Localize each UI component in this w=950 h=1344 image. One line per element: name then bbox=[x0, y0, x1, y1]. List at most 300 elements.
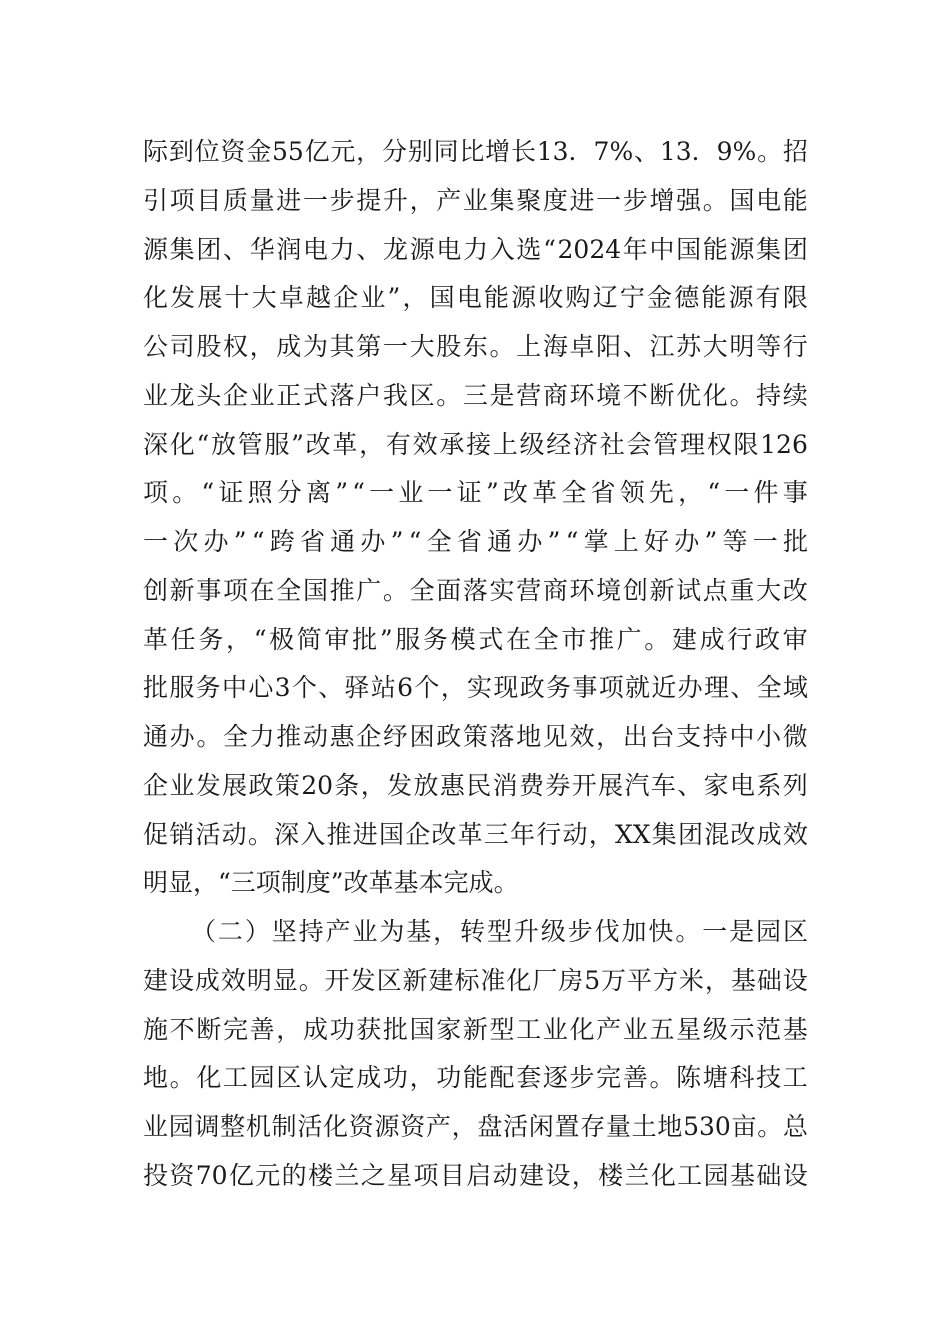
glyph: ， bbox=[571, 1160, 597, 1190]
glyph: 位 bbox=[194, 137, 220, 166]
glyph: 落 bbox=[462, 575, 488, 605]
glyph: ， bbox=[360, 770, 386, 800]
glyph: ， bbox=[226, 624, 252, 654]
glyph: 。 bbox=[649, 1063, 675, 1093]
glyph: 投 bbox=[143, 1160, 169, 1190]
glyph: 全 bbox=[276, 575, 302, 605]
glyph: 产 bbox=[436, 185, 462, 215]
glyph: 团 bbox=[677, 819, 703, 849]
glyph: 改 bbox=[782, 575, 808, 605]
glyph: 步 bbox=[622, 185, 648, 215]
glyph: 项 bbox=[598, 673, 624, 703]
glyph: 德 bbox=[674, 283, 700, 313]
glyph: ， bbox=[249, 332, 275, 361]
glyph: 入 bbox=[300, 819, 326, 849]
glyph: 广 bbox=[356, 575, 382, 605]
glyph: 。 bbox=[298, 965, 324, 995]
glyph: 到 bbox=[168, 137, 194, 166]
glyph: 惠 bbox=[439, 770, 465, 800]
paragraph-1-line-16: 明显，“三项制度”改革基本完成。 bbox=[143, 868, 519, 898]
glyph: 型 bbox=[489, 1014, 515, 1044]
glyph: 站 bbox=[370, 673, 396, 703]
glyph: 区 bbox=[782, 917, 808, 946]
glyph: 资 bbox=[169, 1160, 195, 1190]
glyph: 领 bbox=[619, 478, 645, 508]
glyph: 升 bbox=[382, 185, 408, 215]
glyph: 龙 bbox=[383, 234, 409, 264]
glyph: 办 bbox=[169, 722, 195, 751]
glyph: 小 bbox=[756, 722, 782, 751]
glyph: 推 bbox=[329, 575, 355, 605]
glyph: ， bbox=[704, 965, 730, 995]
glyph: 量 bbox=[249, 185, 275, 215]
glyph: 化 bbox=[323, 1112, 349, 1141]
glyph: 卓 bbox=[278, 283, 304, 313]
glyph: 源 bbox=[143, 234, 169, 264]
glyph: 项 bbox=[169, 185, 195, 215]
glyph: 不 bbox=[622, 380, 648, 410]
glyph: 整 bbox=[220, 1112, 246, 1141]
glyph: 东 bbox=[462, 332, 488, 361]
glyph: 目 bbox=[196, 185, 222, 215]
glyph: 发 bbox=[195, 770, 221, 800]
glyph: 社 bbox=[599, 429, 625, 459]
glyph: 础 bbox=[756, 965, 782, 995]
glyph: （ bbox=[191, 917, 217, 946]
glyph: 广 bbox=[616, 624, 642, 654]
glyph: 服 bbox=[169, 673, 195, 703]
glyph: 务 bbox=[195, 673, 221, 703]
glyph: 。 bbox=[675, 917, 701, 946]
glyph: 业 bbox=[249, 380, 275, 410]
glyph: 善 bbox=[622, 1063, 648, 1093]
glyph: 聚 bbox=[516, 185, 542, 215]
glyph: 选 bbox=[516, 234, 542, 264]
glyph: 厂 bbox=[532, 965, 558, 995]
paragraph-1-line-6 bbox=[143, 372, 808, 421]
glyph: 创 bbox=[143, 575, 169, 605]
glyph: 民 bbox=[466, 770, 492, 800]
glyph: 一 bbox=[596, 185, 622, 215]
glyph: 功 bbox=[436, 1063, 462, 1093]
paragraph-1-line-2 bbox=[143, 177, 808, 226]
glyph: ， bbox=[359, 429, 385, 459]
glyph: 加 bbox=[621, 917, 647, 946]
glyph: 基 bbox=[730, 1160, 756, 1190]
glyph: 办 bbox=[674, 527, 700, 556]
glyph: 业 bbox=[143, 1112, 169, 1141]
glyph: 在 bbox=[249, 575, 275, 605]
glyph: 掌 bbox=[583, 527, 609, 556]
glyph: 工 bbox=[782, 1063, 808, 1093]
glyph: 设 bbox=[782, 1160, 808, 1190]
glyph: 一 bbox=[427, 478, 453, 508]
glyph: 条 bbox=[334, 770, 360, 800]
glyph: 断 bbox=[196, 1014, 222, 1044]
glyph: 70 bbox=[195, 1160, 228, 1190]
glyph: 境 bbox=[596, 380, 622, 410]
glyph: 任 bbox=[170, 624, 196, 654]
glyph: 改 bbox=[431, 819, 457, 849]
glyph: 现 bbox=[493, 673, 519, 703]
glyph: 营 bbox=[516, 380, 542, 410]
glyph: 通 bbox=[330, 527, 356, 556]
glyph: 优 bbox=[676, 380, 702, 410]
glyph: 权 bbox=[706, 429, 732, 459]
glyph: 汽 bbox=[624, 770, 650, 800]
glyph: 工 bbox=[516, 1014, 542, 1044]
glyph: 等 bbox=[756, 332, 782, 361]
glyph: 兰 bbox=[334, 1160, 360, 1190]
glyph: 经 bbox=[546, 429, 572, 459]
glyph: 强 bbox=[676, 185, 702, 215]
glyph: 大 bbox=[756, 575, 782, 605]
glyph: 域 bbox=[782, 673, 808, 703]
glyph: 上 bbox=[492, 429, 518, 459]
glyph: 制 bbox=[271, 1112, 297, 1141]
glyph: 。 bbox=[757, 137, 783, 166]
glyph: 政 bbox=[519, 673, 545, 703]
glyph: 国 bbox=[302, 575, 328, 605]
glyph: 电 bbox=[756, 185, 782, 215]
paragraph-1-line-7 bbox=[143, 421, 808, 470]
glyph: 业 bbox=[143, 380, 169, 410]
glyph: 式 bbox=[302, 380, 328, 410]
glyph: 、 bbox=[223, 234, 249, 264]
glyph: 业 bbox=[352, 917, 378, 946]
glyph: 省 bbox=[299, 527, 325, 556]
glyph: 放 bbox=[210, 429, 236, 459]
glyph: 一 bbox=[369, 478, 395, 508]
glyph: 服 bbox=[395, 624, 421, 654]
glyph: 见 bbox=[542, 722, 568, 751]
glyph: 能 bbox=[701, 283, 727, 313]
glyph: 营 bbox=[516, 575, 542, 605]
glyph: “ bbox=[408, 527, 422, 556]
glyph: 兰 bbox=[624, 1160, 650, 1190]
glyph: ” bbox=[379, 624, 393, 654]
paragraph-1-line-14 bbox=[143, 762, 808, 811]
glyph: 展 bbox=[598, 770, 624, 800]
glyph: 办 bbox=[360, 527, 386, 556]
glyph: 入 bbox=[489, 234, 515, 264]
glyph: 为 bbox=[302, 332, 328, 361]
paragraph-2-line-5 bbox=[143, 1103, 808, 1152]
glyph: ， bbox=[433, 917, 459, 946]
glyph: 能 bbox=[462, 1063, 488, 1093]
glyph: 增 bbox=[485, 137, 511, 166]
glyph: 深 bbox=[143, 429, 169, 459]
glyph: ， bbox=[678, 478, 704, 508]
glyph: 国 bbox=[409, 1014, 435, 1044]
glyph: 事 bbox=[782, 478, 808, 508]
glyph: 司 bbox=[169, 332, 195, 361]
glyph: 工 bbox=[677, 1160, 703, 1190]
glyph: 环 bbox=[569, 575, 595, 605]
glyph: 能 bbox=[484, 283, 510, 313]
glyph: 持 bbox=[756, 380, 782, 410]
glyph: 地 bbox=[657, 1112, 683, 1141]
glyph: 米 bbox=[678, 965, 704, 995]
glyph: ” bbox=[704, 527, 718, 556]
glyph: 龙 bbox=[169, 380, 195, 410]
glyph: 业 bbox=[398, 478, 424, 508]
glyph: 闲 bbox=[528, 1112, 554, 1141]
glyph: 建 bbox=[428, 965, 454, 995]
glyph: 配 bbox=[489, 1063, 515, 1093]
glyph: 成 bbox=[302, 1014, 328, 1044]
paragraph-1-line-13 bbox=[143, 713, 808, 762]
glyph: 园 bbox=[756, 917, 782, 946]
glyph: 发 bbox=[350, 965, 376, 995]
glyph: 卓 bbox=[569, 332, 595, 361]
glyph: 础 bbox=[756, 1160, 782, 1190]
glyph: 方 bbox=[652, 965, 678, 995]
document-body bbox=[143, 128, 808, 1201]
glyph: 显 bbox=[272, 965, 298, 995]
paragraph-1-line-9 bbox=[143, 518, 808, 567]
glyph: 续 bbox=[782, 380, 808, 410]
glyph: 力 bbox=[463, 234, 489, 264]
glyph: 。 bbox=[247, 819, 273, 849]
glyph: 活 bbox=[503, 1112, 529, 1141]
glyph: 开 bbox=[324, 965, 350, 995]
glyph: “ bbox=[543, 234, 556, 264]
glyph: 源 bbox=[409, 234, 435, 264]
glyph: 是 bbox=[489, 380, 515, 410]
glyph: 务 bbox=[422, 624, 448, 654]
glyph: 新 bbox=[462, 1014, 488, 1044]
glyph: 园 bbox=[703, 1160, 729, 1190]
paragraph-1-line-4 bbox=[143, 274, 808, 323]
glyph: 20 bbox=[301, 770, 334, 800]
glyph: 项 bbox=[143, 478, 169, 508]
glyph: 快 bbox=[648, 917, 674, 946]
glyph: 资 bbox=[348, 1112, 374, 1141]
glyph: 策 bbox=[462, 722, 488, 751]
glyph: 别 bbox=[407, 137, 433, 166]
paragraph-1-line-1 bbox=[143, 128, 808, 177]
glyph: 全 bbox=[426, 527, 452, 556]
glyph: 化 bbox=[169, 429, 195, 459]
glyph: 之 bbox=[360, 1160, 386, 1190]
glyph: 好 bbox=[644, 527, 670, 556]
glyph: 混 bbox=[704, 819, 730, 849]
glyph: 动 bbox=[302, 722, 328, 751]
glyph: 一 bbox=[724, 478, 750, 508]
glyph: 化 bbox=[650, 1160, 676, 1190]
glyph: 企 bbox=[222, 380, 248, 410]
glyph: 新 bbox=[649, 575, 675, 605]
glyph: 会 bbox=[626, 429, 652, 459]
glyph: 中 bbox=[649, 234, 675, 264]
glyph: 阳 bbox=[596, 332, 622, 361]
glyph: 力 bbox=[249, 722, 275, 751]
glyph: 总 bbox=[782, 1112, 808, 1141]
glyph: 际 bbox=[143, 137, 169, 166]
glyph: 级 bbox=[702, 1014, 728, 1044]
glyph: 试 bbox=[676, 575, 702, 605]
glyph: 认 bbox=[302, 1063, 328, 1093]
glyph: 极 bbox=[269, 624, 295, 654]
glyph: 三 bbox=[483, 819, 509, 849]
glyph: 次 bbox=[173, 527, 199, 556]
glyph: ， bbox=[276, 1014, 302, 1044]
glyph: “ bbox=[251, 527, 265, 556]
glyph: 力 bbox=[329, 234, 355, 264]
glyph: 效 bbox=[782, 819, 808, 849]
glyph: 商 bbox=[542, 380, 568, 410]
glyph: 业 bbox=[360, 283, 386, 313]
glyph: 在 bbox=[505, 624, 531, 654]
glyph: 一 bbox=[702, 917, 728, 946]
glyph: 元 bbox=[255, 1160, 281, 1190]
glyph: 产 bbox=[596, 1014, 622, 1044]
glyph: 团 bbox=[782, 234, 808, 264]
glyph: 平 bbox=[627, 965, 653, 995]
glyph: 家 bbox=[436, 1014, 462, 1044]
glyph: 费 bbox=[519, 770, 545, 800]
glyph: 530 bbox=[683, 1112, 731, 1141]
glyph: 电 bbox=[730, 770, 756, 800]
glyph: 政 bbox=[248, 770, 274, 800]
glyph: 步 bbox=[569, 1063, 595, 1093]
glyph: 。 bbox=[436, 380, 462, 410]
glyph: 心 bbox=[248, 673, 274, 703]
glyph: 台 bbox=[649, 722, 675, 751]
glyph: 开 bbox=[571, 770, 597, 800]
glyph: 行 bbox=[782, 332, 808, 361]
glyph: 驿 bbox=[344, 673, 370, 703]
glyph: 宁 bbox=[619, 283, 645, 313]
glyph: 、 bbox=[318, 673, 344, 703]
glyph: “ bbox=[707, 478, 721, 508]
glyph: 承 bbox=[439, 429, 465, 459]
glyph: 式 bbox=[478, 624, 504, 654]
glyph: 获 bbox=[356, 1014, 382, 1044]
glyph: 6 bbox=[397, 673, 414, 703]
glyph: 区 bbox=[276, 1063, 302, 1093]
glyph: 务 bbox=[198, 624, 224, 654]
glyph: 化 bbox=[506, 965, 532, 995]
glyph: 深 bbox=[274, 819, 300, 849]
glyph: 明 bbox=[246, 965, 272, 995]
glyph: 套 bbox=[516, 1063, 542, 1093]
glyph: 一 bbox=[752, 527, 778, 556]
glyph: 办 bbox=[203, 527, 229, 556]
glyph: 引 bbox=[143, 185, 169, 215]
glyph: 改 bbox=[305, 429, 331, 459]
glyph: 效 bbox=[412, 429, 438, 459]
glyph: 市 bbox=[561, 624, 587, 654]
glyph: 审 bbox=[324, 624, 350, 654]
glyph: 大 bbox=[702, 332, 728, 361]
glyph: 境 bbox=[596, 575, 622, 605]
glyph: 比 bbox=[459, 137, 485, 166]
glyph: 省 bbox=[456, 527, 482, 556]
glyph: 一 bbox=[143, 527, 169, 556]
glyph: 楼 bbox=[598, 1160, 624, 1190]
glyph: 购 bbox=[565, 283, 591, 313]
glyph: 政 bbox=[436, 722, 462, 751]
glyph: 纾 bbox=[382, 722, 408, 751]
glyph: 近 bbox=[651, 673, 677, 703]
glyph: 功 bbox=[329, 1014, 355, 1044]
glyph: 有 bbox=[755, 283, 781, 313]
glyph: 省 bbox=[590, 478, 616, 508]
glyph: 股 bbox=[436, 332, 462, 361]
glyph: 楼 bbox=[308, 1160, 334, 1190]
glyph: 管 bbox=[653, 429, 679, 459]
paragraph-2-line-1 bbox=[143, 908, 808, 957]
glyph: ， bbox=[409, 1063, 435, 1093]
glyph: 、 bbox=[677, 770, 703, 800]
paragraph-1-line-10 bbox=[143, 567, 808, 616]
glyph: 行 bbox=[727, 624, 753, 654]
glyph: 效 bbox=[220, 965, 246, 995]
glyph: 。 bbox=[169, 1063, 195, 1093]
glyph: 集 bbox=[169, 234, 195, 264]
glyph: 设 bbox=[782, 965, 808, 995]
glyph: 券 bbox=[545, 770, 571, 800]
glyph: 落 bbox=[329, 380, 355, 410]
glyph: 年 bbox=[510, 819, 536, 849]
glyph: 微 bbox=[782, 722, 808, 751]
glyph: 设 bbox=[168, 965, 194, 995]
glyph: ， bbox=[440, 673, 466, 703]
glyph: 。 bbox=[382, 575, 408, 605]
glyph: 展 bbox=[222, 770, 248, 800]
glyph: 通 bbox=[487, 527, 513, 556]
glyph: 、 bbox=[634, 137, 660, 166]
glyph: 伐 bbox=[594, 917, 620, 946]
glyph: 土 bbox=[631, 1112, 657, 1141]
glyph: ， bbox=[402, 283, 428, 313]
glyph: 支 bbox=[676, 722, 702, 751]
glyph: 步 bbox=[329, 185, 355, 215]
glyph: 大 bbox=[409, 332, 435, 361]
glyph: 标 bbox=[454, 965, 480, 995]
glyph: 集 bbox=[489, 185, 515, 215]
glyph: 断 bbox=[649, 380, 675, 410]
glyph: 项 bbox=[222, 575, 248, 605]
glyph: “ bbox=[196, 429, 210, 459]
glyph: 离 bbox=[305, 478, 331, 508]
glyph: 全 bbox=[561, 478, 587, 508]
glyph: 。 bbox=[196, 722, 222, 751]
glyph: 证 bbox=[456, 478, 482, 508]
glyph: 同 bbox=[433, 137, 459, 166]
glyph: 转 bbox=[460, 917, 486, 946]
glyph: ， bbox=[451, 1112, 477, 1141]
glyph: 科 bbox=[729, 1063, 755, 1093]
glyph: 园 bbox=[249, 1063, 275, 1093]
glyph: 善 bbox=[249, 1014, 275, 1044]
glyph: 126 bbox=[760, 429, 808, 459]
glyph: 正 bbox=[276, 380, 302, 410]
glyph: 金 bbox=[246, 137, 272, 166]
glyph: 升 bbox=[513, 917, 539, 946]
glyph: 理 bbox=[679, 429, 705, 459]
glyph: 通 bbox=[143, 722, 169, 751]
glyph: 地 bbox=[143, 1063, 169, 1093]
glyph: 审 bbox=[782, 624, 808, 654]
glyph: 是 bbox=[729, 917, 755, 946]
glyph: 有 bbox=[385, 429, 411, 459]
glyph: 权 bbox=[222, 332, 248, 361]
glyph: 年 bbox=[622, 234, 648, 264]
glyph: 元 bbox=[330, 137, 356, 166]
